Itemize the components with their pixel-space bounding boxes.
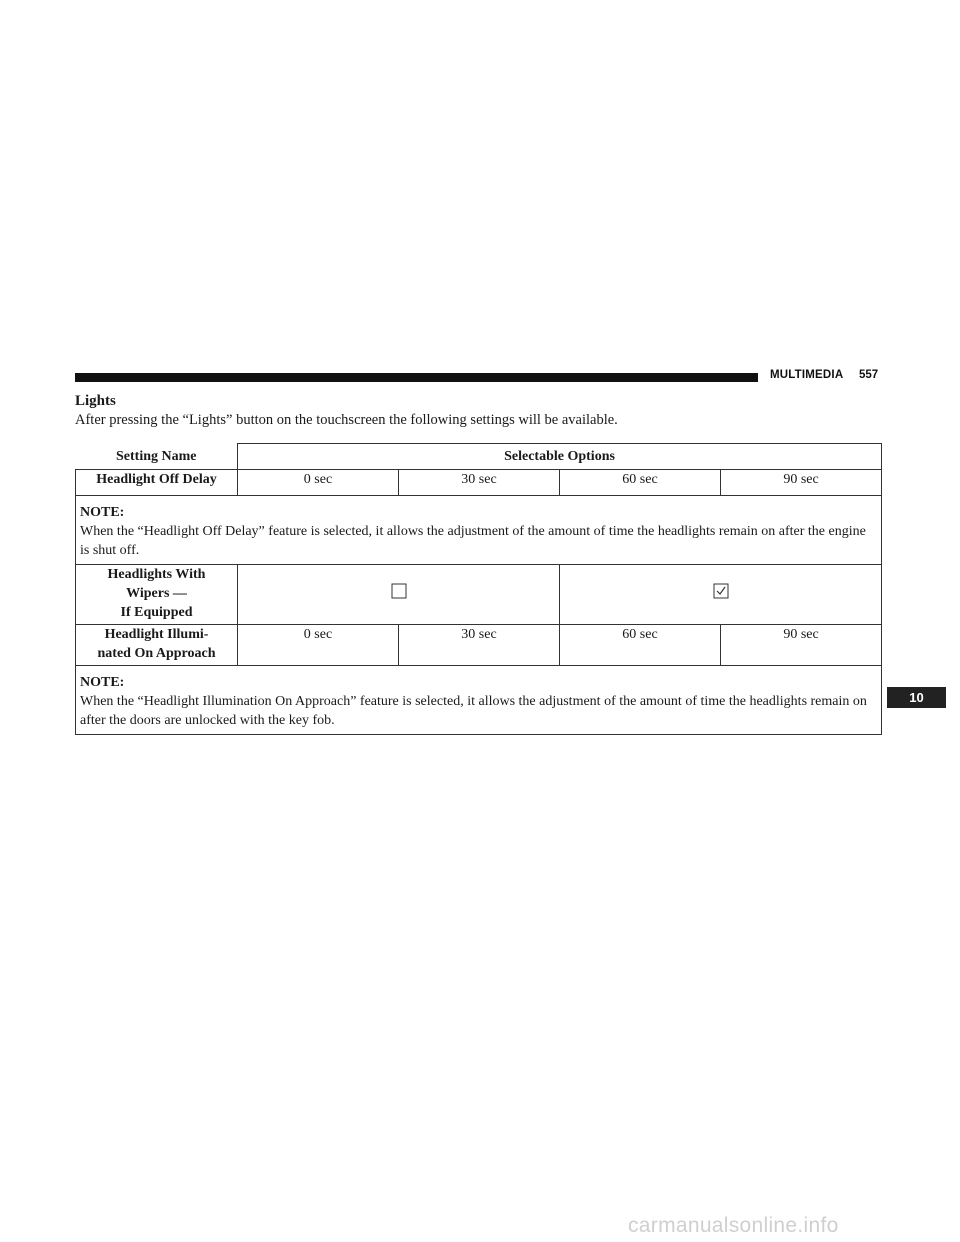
table-row — [76, 624, 882, 665]
watermark: carmanualsonline.info — [628, 1214, 839, 1237]
settings-table — [75, 443, 882, 735]
page-number: 557 — [859, 369, 879, 381]
setting-name: Headlight Illumi- nated On Approach — [76, 624, 238, 665]
option-value: 90 sec — [721, 624, 882, 665]
note-row — [76, 495, 882, 564]
chapter-tab: 10 — [887, 687, 946, 708]
option-value: 60 sec — [560, 469, 721, 495]
option-value: 30 sec — [399, 469, 560, 495]
header-rule — [75, 373, 758, 382]
setting-name: Headlight Off Delay — [76, 469, 238, 495]
table-header-row — [76, 444, 882, 470]
option-checked — [560, 564, 882, 624]
intro-paragraph: After pressing the “Lights” button on the touchscreen the following settings will be available. — [75, 412, 618, 428]
checkbox-checked-icon — [713, 583, 729, 599]
note-label: NOTE: — [80, 674, 125, 690]
table-row — [76, 564, 882, 624]
option-value: 0 sec — [238, 469, 399, 495]
header-section-name: MULTIMEDIA — [770, 369, 844, 381]
column-header-selectable-options: Selectable Options — [238, 444, 882, 470]
note-text: When the “Headlight Illumination On Approach” feature is selected, it allows the adjustment of the amount of time the headlights remain on after the doors are unlocked with the key fob. — [80, 693, 867, 728]
section-title: Lights — [75, 393, 116, 409]
note-label: NOTE: — [80, 504, 125, 520]
checkbox-empty-icon — [391, 583, 407, 599]
note-row — [76, 665, 882, 734]
table-row — [76, 469, 882, 495]
option-value: 90 sec — [721, 469, 882, 495]
option-unchecked — [238, 564, 560, 624]
note-cell — [76, 665, 882, 734]
option-value: 30 sec — [399, 624, 560, 665]
option-value: 0 sec — [238, 624, 399, 665]
note-text: When the “Headlight Off Delay” feature is selected, it allows the adjustment of the amount of time the headlights remain on after the engine is shut off. — [80, 523, 866, 558]
setting-name: Headlights With Wipers — If Equipped — [76, 564, 238, 624]
note-cell — [76, 495, 882, 564]
column-header-setting-name: Setting Name — [76, 444, 238, 470]
option-value: 60 sec — [560, 624, 721, 665]
